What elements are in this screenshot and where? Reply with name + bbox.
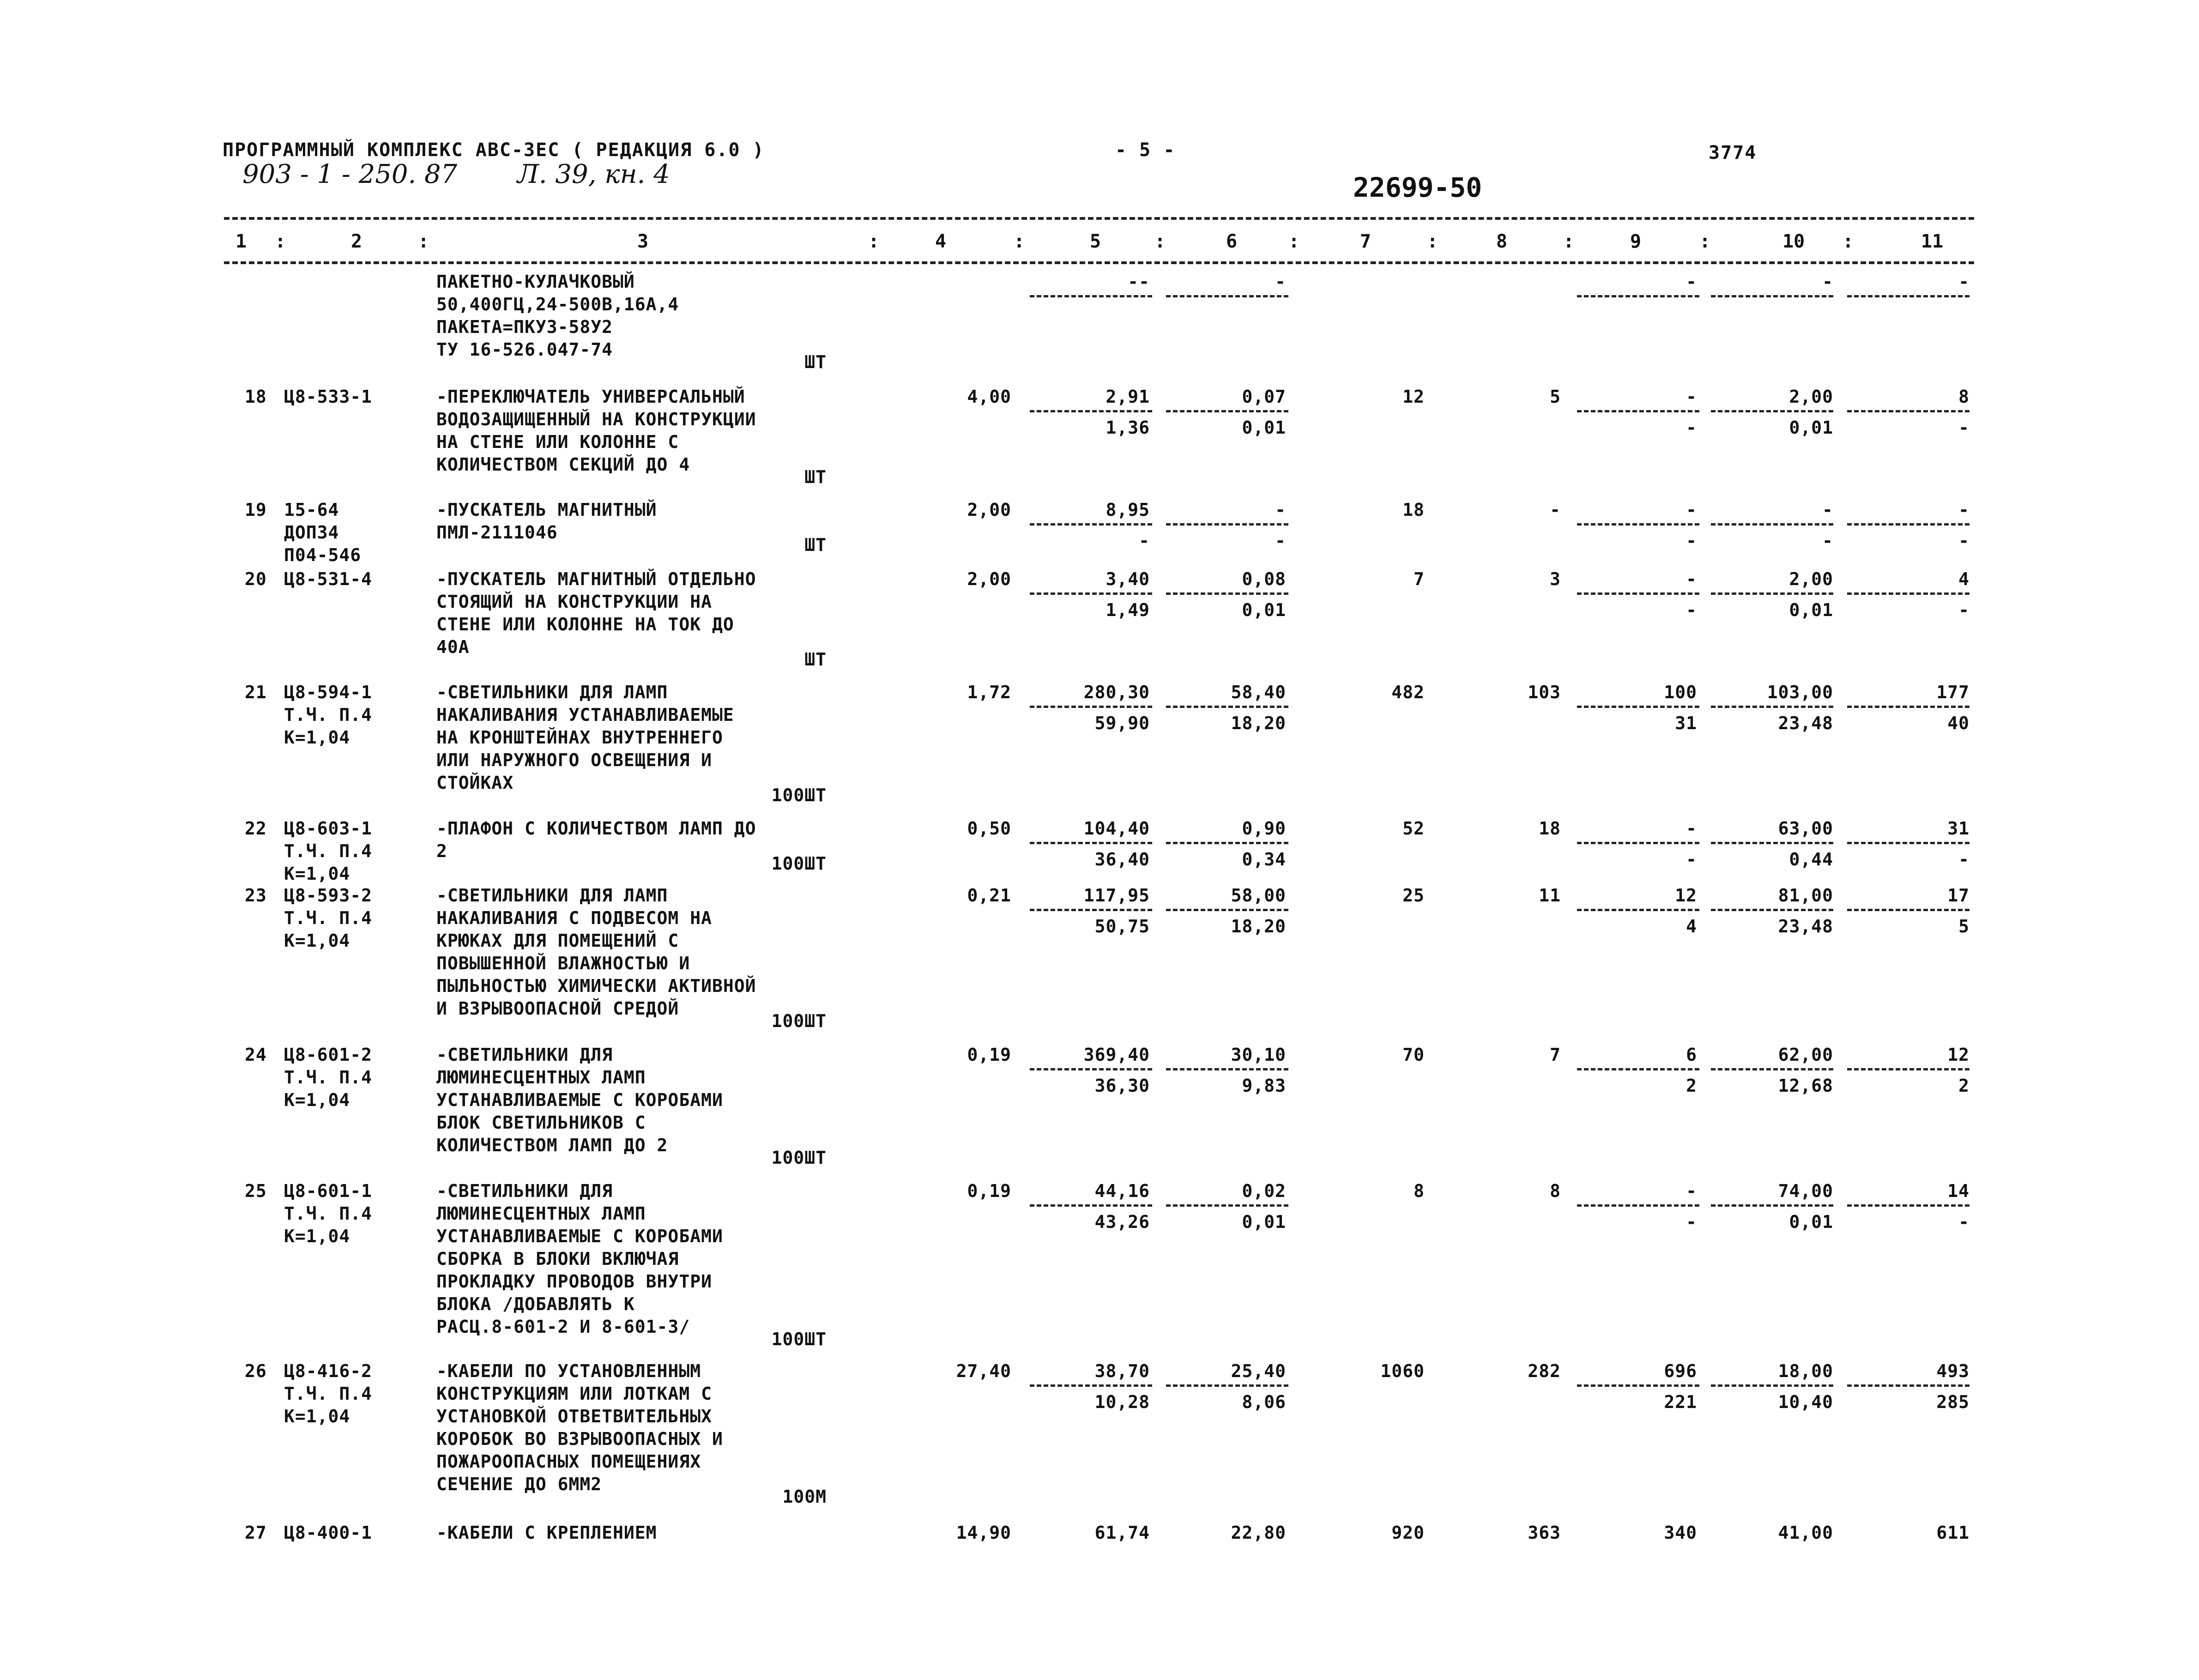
labor-total: 12 xyxy=(1947,1045,1969,1065)
fraction-rule xyxy=(1577,1384,1699,1387)
labor-total-machinists: 2 xyxy=(1958,1076,1969,1096)
labor-per-unit-machinists: 0,01 xyxy=(1789,600,1833,620)
labor-total-machinists: - xyxy=(1958,531,1969,551)
work-description: -СВЕТИЛЬНИКИ ДЛЯ ЛАМП xyxy=(436,682,668,702)
fraction-rule xyxy=(1030,706,1152,708)
machine-total: 12 xyxy=(1675,885,1697,906)
fraction-rule xyxy=(1166,523,1288,526)
wages-total: 103 xyxy=(1528,682,1561,702)
machine-wages: 0,34 xyxy=(1242,849,1286,870)
fraction-rule xyxy=(1847,295,1969,297)
norm-code: К=1,04 xyxy=(284,1406,350,1426)
labor-total: 14 xyxy=(1947,1181,1969,1201)
labor-per-unit-machinists: 0,44 xyxy=(1789,849,1833,870)
fraction-rule xyxy=(1711,295,1833,297)
software-header: ПРОГРАММНЫЙ КОМПЛЕКС АВС-ЗЕС ( РЕДАКЦИЯ 6.0 ) xyxy=(223,139,765,161)
fraction-rule xyxy=(1030,523,1152,526)
fraction-rule xyxy=(1577,523,1699,526)
machine-wages: 9,83 xyxy=(1242,1076,1286,1096)
unit-cost-wages: 1,36 xyxy=(1106,417,1150,438)
machine-cost: 58,40 xyxy=(1231,682,1286,702)
norm-code: 15-64 xyxy=(284,500,339,520)
wages-total: 7 xyxy=(1550,1045,1561,1065)
total-cost: 482 xyxy=(1391,682,1425,702)
project-code-handwritten: 903 - 1 - 250. 87 xyxy=(242,159,458,189)
machine-cost: 0,90 xyxy=(1242,818,1286,839)
work-description: ПМЛ-2111046 xyxy=(436,522,558,543)
fraction-rule xyxy=(1847,909,1969,911)
quantity: 0,19 xyxy=(967,1045,1011,1065)
labor-total: 493 xyxy=(1936,1361,1969,1381)
labor-per-unit-machinists: 23,48 xyxy=(1778,916,1833,937)
wages-total: 363 xyxy=(1528,1523,1561,1543)
work-description: -СВЕТИЛЬНИКИ ДЛЯ xyxy=(436,1045,613,1065)
unit-cost-wages: 36,30 xyxy=(1094,1076,1150,1096)
machine-wages: 18,20 xyxy=(1231,916,1286,937)
work-description: СТОЙКАХ xyxy=(436,773,514,793)
unit-cost-total: 104,40 xyxy=(1083,818,1150,839)
norm-code: Ц8-400-1 xyxy=(284,1523,373,1543)
quantity: 2,00 xyxy=(967,500,1011,520)
unit-of-measure: 100ШТ xyxy=(771,1011,827,1031)
labor-total: 4 xyxy=(1958,569,1969,589)
unit-cost-total: 280,30 xyxy=(1083,682,1150,702)
unit-cost-wages: 36,40 xyxy=(1094,849,1150,870)
norm-code: ДОП34 xyxy=(284,522,339,543)
labor-per-unit-machinists: 10,40 xyxy=(1778,1392,1833,1412)
unit-cost-wages: 50,75 xyxy=(1094,916,1150,937)
column-number-1: 1 xyxy=(236,231,247,252)
quantity: 14,90 xyxy=(956,1523,1011,1543)
fraction-rule xyxy=(1577,842,1699,844)
column-separator: : xyxy=(1427,231,1438,252)
column-number-6: 6 xyxy=(1226,231,1238,252)
labor-per-unit: 41,00 xyxy=(1778,1523,1833,1543)
unit-cost-wages: - xyxy=(1139,531,1150,551)
work-description: 50,400ГЦ,24-500В,16А,4 xyxy=(436,294,679,314)
unit-of-measure: ШТ xyxy=(804,352,827,372)
labor-per-unit: 63,00 xyxy=(1778,818,1833,839)
total-cost: 52 xyxy=(1402,818,1425,839)
unit-cost-total: 8,95 xyxy=(1106,500,1150,520)
work-description: ПОВЫШЕННОЙ ВЛАЖНОСТЬЮ И xyxy=(436,953,690,973)
unit-of-measure: 100М xyxy=(782,1487,827,1507)
machine-cost: 0,07 xyxy=(1242,387,1286,407)
column-separator: : xyxy=(275,231,286,252)
total-cost: 1060 xyxy=(1380,1361,1425,1381)
norm-code: Ц8-416-2 xyxy=(284,1361,373,1381)
unit-cost-total: 117,95 xyxy=(1083,885,1150,906)
work-description: -ПЛАФОН С КОЛИЧЕСТВОМ ЛАМП ДО xyxy=(436,818,756,839)
total-cost: 18 xyxy=(1402,500,1425,520)
labor-total: - xyxy=(1958,272,1969,292)
total-cost: 7 xyxy=(1414,569,1425,589)
work-description: БЛОКА /ДОБАВЛЯТЬ К xyxy=(436,1294,635,1314)
labor-per-unit: 18,00 xyxy=(1778,1361,1833,1381)
labor-per-unit-machinists: 23,48 xyxy=(1778,713,1833,733)
column-separator: : xyxy=(1154,231,1166,252)
norm-code: Ц8-533-1 xyxy=(284,387,373,407)
fraction-rule xyxy=(1166,592,1288,595)
row-number: 25 xyxy=(245,1181,267,1201)
fraction-rule xyxy=(1847,592,1969,595)
column-separator: : xyxy=(1288,231,1300,252)
column-number-8: 8 xyxy=(1496,231,1508,252)
wages-total: - xyxy=(1550,500,1561,520)
fraction-rule xyxy=(1030,842,1152,844)
labor-per-unit-machinists: - xyxy=(1822,531,1833,551)
wages-total: 282 xyxy=(1528,1361,1561,1381)
fraction-rule xyxy=(1030,909,1152,911)
machine-wages-total: - xyxy=(1686,849,1697,870)
unit-cost-wages: 1,49 xyxy=(1106,600,1150,620)
machine-total: 100 xyxy=(1664,682,1697,702)
unit-cost-wages: 59,90 xyxy=(1094,713,1150,733)
fraction-rule xyxy=(1166,842,1288,844)
machine-total: - xyxy=(1686,272,1697,292)
fraction-rule xyxy=(1030,295,1152,297)
column-number-3: 3 xyxy=(637,231,649,252)
labor-total: 31 xyxy=(1947,818,1969,839)
fraction-rule xyxy=(1030,592,1152,595)
row-number: 22 xyxy=(245,818,267,839)
machine-total: - xyxy=(1686,500,1697,520)
column-number-11: 11 xyxy=(1921,231,1944,252)
machine-wages: 18,20 xyxy=(1231,713,1286,733)
machine-wages-total: - xyxy=(1686,1212,1697,1232)
fraction-rule xyxy=(1847,1068,1969,1070)
work-description: -КАБЕЛИ ПО УСТАНОВЛЕННЫМ xyxy=(436,1361,701,1381)
work-description: ПРОКЛАДКУ ПРОВОДОВ ВНУТРИ xyxy=(436,1271,712,1292)
norm-code: К=1,04 xyxy=(284,931,350,951)
unit-of-measure: ШТ xyxy=(804,535,827,555)
work-description: РАСЦ.8-601-2 И 8-601-3/ xyxy=(436,1317,690,1337)
fraction-rule xyxy=(1711,1384,1833,1387)
column-separator: : xyxy=(418,231,429,252)
fraction-rule xyxy=(1166,295,1288,297)
page-marker: - 5 - xyxy=(1115,139,1176,161)
labor-per-unit: 2,00 xyxy=(1789,387,1833,407)
labor-total-machinists: - xyxy=(1958,1212,1969,1232)
fraction-rule xyxy=(1577,295,1699,297)
norm-code: Т.Ч. П.4 xyxy=(284,705,373,725)
quantity: 0,19 xyxy=(967,1181,1011,1201)
wages-total: 8 xyxy=(1550,1181,1561,1201)
work-description: ПОЖАРООПАСНЫХ ПОМЕЩЕНИЯХ xyxy=(436,1451,701,1472)
work-description: 2 xyxy=(436,841,447,861)
norm-code: П04-546 xyxy=(284,545,362,565)
norm-code: Ц8-593-2 xyxy=(284,885,373,906)
labor-total: - xyxy=(1958,500,1969,520)
fraction-rule xyxy=(1577,1068,1699,1070)
labor-total: 17 xyxy=(1947,885,1969,906)
fraction-rule xyxy=(1166,706,1288,708)
fraction-rule xyxy=(1577,706,1699,708)
norm-code: Ц8-531-4 xyxy=(284,569,373,589)
labor-per-unit: 103,00 xyxy=(1767,682,1833,702)
machine-wages: 8,06 xyxy=(1242,1392,1286,1412)
fraction-rule xyxy=(1847,1204,1969,1207)
work-description: ИЛИ НАРУЖНОГО ОСВЕЩЕНИЯ И xyxy=(436,750,712,770)
labor-total: 177 xyxy=(1936,682,1969,702)
row-number: 18 xyxy=(245,387,267,407)
norm-code: Ц8-601-2 xyxy=(284,1045,373,1065)
quantity: 2,00 xyxy=(967,569,1011,589)
unit-cost-total: 61,74 xyxy=(1094,1523,1150,1543)
fraction-rule xyxy=(1847,523,1969,526)
norm-code: Т.Ч. П.4 xyxy=(284,1067,373,1088)
labor-per-unit: 2,00 xyxy=(1789,569,1833,589)
machine-total: 6 xyxy=(1686,1045,1697,1065)
fraction-rule xyxy=(1577,909,1699,911)
fraction-rule xyxy=(1847,842,1969,844)
unit-of-measure: 100ШТ xyxy=(771,785,827,805)
norm-code: Ц8-603-1 xyxy=(284,818,373,839)
work-description: СБОРКА В БЛОКИ ВКЛЮЧАЯ xyxy=(436,1249,679,1269)
machine-wages-total: 221 xyxy=(1664,1392,1697,1412)
row-number: 19 xyxy=(245,500,267,520)
labor-per-unit-machinists: 12,68 xyxy=(1778,1076,1833,1096)
column-number-5: 5 xyxy=(1090,231,1101,252)
machine-total: 340 xyxy=(1664,1523,1697,1543)
fraction-rule xyxy=(1166,909,1288,911)
labor-per-unit: 81,00 xyxy=(1778,885,1833,906)
norm-code: К=1,04 xyxy=(284,727,350,748)
work-description: СЕЧЕНИЕ ДО 6ММ2 xyxy=(436,1474,602,1494)
work-description: И ВЗРЫВООПАСНОЙ СРЕДОЙ xyxy=(436,998,679,1019)
fraction-rule xyxy=(1847,706,1969,708)
work-description: -ПУСКАТЕЛЬ МАГНИТНЫЙ ОТДЕЛЬНО xyxy=(436,569,756,589)
norm-code: Ц8-601-1 xyxy=(284,1181,373,1201)
work-description: -СВЕТИЛЬНИКИ ДЛЯ ЛАМП xyxy=(436,885,668,906)
norm-code: Т.Ч. П.4 xyxy=(284,1384,373,1404)
row-number: 24 xyxy=(245,1045,267,1065)
machine-wages-total: 31 xyxy=(1675,713,1697,733)
column-number-10: 10 xyxy=(1782,231,1805,252)
fraction-rule xyxy=(1030,1068,1152,1070)
machine-wages-total: - xyxy=(1686,600,1697,620)
fraction-rule xyxy=(1711,592,1833,595)
work-description: -СВЕТИЛЬНИКИ ДЛЯ xyxy=(436,1181,613,1201)
machine-cost: 22,80 xyxy=(1231,1523,1286,1543)
fraction-rule xyxy=(1711,1068,1833,1070)
machine-cost: 25,40 xyxy=(1231,1361,1286,1381)
sheet-reference-handwritten: Л. 39, кн. 4 xyxy=(517,159,670,189)
labor-per-unit-machinists: 0,01 xyxy=(1789,1212,1833,1232)
work-description: КРЮКАХ ДЛЯ ПОМЕЩЕНИЙ С xyxy=(436,931,679,951)
fraction-rule xyxy=(1030,1384,1152,1387)
work-description: КОНСТРУКЦИЯМ ИЛИ ЛОТКАМ С xyxy=(436,1384,712,1404)
page-number: 3774 xyxy=(1709,142,1757,163)
fraction-rule xyxy=(1577,592,1699,595)
fraction-rule xyxy=(1166,1204,1288,1207)
work-description: УСТАНАВЛИВАЕМЫЕ С КОРОБАМИ xyxy=(436,1226,723,1246)
machine-wages: 0,01 xyxy=(1242,600,1286,620)
unit-cost-total: 44,16 xyxy=(1094,1181,1150,1201)
norm-code: Т.Ч. П.4 xyxy=(284,908,373,928)
norm-code: Т.Ч. П.4 xyxy=(284,1203,373,1224)
quantity: 27,40 xyxy=(956,1361,1011,1381)
fraction-rule xyxy=(1711,706,1833,708)
work-description: ПЫЛЬНОСТЬЮ ХИМИЧЕСКИ АКТИВНОЙ xyxy=(436,976,756,996)
machine-wages: 0,01 xyxy=(1242,417,1286,438)
work-description: ЛЮМИНЕСЦЕНТНЫХ ЛАМП xyxy=(436,1067,646,1088)
unit-cost-total: 2,91 xyxy=(1106,387,1150,407)
column-number-4: 4 xyxy=(935,231,947,252)
machine-wages: 0,01 xyxy=(1242,1212,1286,1232)
row-number: 27 xyxy=(245,1523,267,1543)
labor-total-machinists: - xyxy=(1958,600,1969,620)
unit-cost-total: 3,40 xyxy=(1106,569,1150,589)
row-number: 21 xyxy=(245,682,267,702)
machine-total: - xyxy=(1686,387,1697,407)
work-description: БЛОК СВЕТИЛЬНИКОВ С xyxy=(436,1112,646,1133)
work-description: ТУ 16-526.047-74 xyxy=(436,339,613,360)
work-description: НАКАЛИВАНИЯ С ПОДВЕСОМ НА xyxy=(436,908,712,928)
fraction-rule xyxy=(1711,842,1833,844)
labor-total-machinists: 40 xyxy=(1947,713,1969,733)
total-cost: 25 xyxy=(1402,885,1425,906)
labor-total-machinists: - xyxy=(1958,417,1969,438)
row-number: 26 xyxy=(245,1361,267,1381)
work-description: УСТАНОВКОЙ ОТВЕТВИТЕЛЬНЫХ xyxy=(436,1406,712,1426)
machine-cost: 58,00 xyxy=(1231,885,1286,906)
machine-wages-total: 4 xyxy=(1686,916,1697,937)
unit-cost-total: 38,70 xyxy=(1094,1361,1150,1381)
norm-code: Ц8-594-1 xyxy=(284,682,373,702)
work-description: -ПУСКАТЕЛЬ МАГНИТНЫЙ xyxy=(436,500,657,520)
labor-total: 611 xyxy=(1936,1523,1969,1543)
labor-per-unit: 62,00 xyxy=(1778,1045,1833,1065)
column-number-9: 9 xyxy=(1630,231,1642,252)
labor-total-machinists: 5 xyxy=(1958,916,1969,937)
machine-cost: 30,10 xyxy=(1231,1045,1286,1065)
fraction-rule xyxy=(1577,410,1699,412)
work-description: 40А xyxy=(436,637,470,657)
unit-cost-total: -- xyxy=(1128,272,1150,292)
fraction-rule xyxy=(1847,410,1969,412)
column-separator: : xyxy=(1843,231,1854,252)
norm-code: К=1,04 xyxy=(284,1090,350,1110)
machine-cost: 0,02 xyxy=(1242,1181,1286,1201)
document-number: 22699-50 xyxy=(1353,172,1482,203)
fraction-rule xyxy=(1711,523,1833,526)
labor-total-machinists: 285 xyxy=(1936,1392,1969,1412)
total-cost: 12 xyxy=(1402,387,1425,407)
machine-wages-total: 2 xyxy=(1686,1076,1697,1096)
work-description: СТЕНЕ ИЛИ КОЛОННЕ НА ТОК ДО xyxy=(436,614,734,635)
fraction-rule xyxy=(1166,410,1288,412)
total-cost: 8 xyxy=(1414,1181,1425,1201)
labor-per-unit: - xyxy=(1822,500,1833,520)
unit-cost-wages: 43,26 xyxy=(1094,1212,1150,1232)
wages-total: 3 xyxy=(1550,569,1561,589)
machine-wages-total: - xyxy=(1686,417,1697,438)
machine-total: - xyxy=(1686,569,1697,589)
labor-total-machinists: - xyxy=(1958,849,1969,870)
unit-cost-total: 369,40 xyxy=(1083,1045,1150,1065)
work-description: КОЛИЧЕСТВОМ ЛАМП ДО 2 xyxy=(436,1135,668,1155)
total-cost: 70 xyxy=(1402,1045,1425,1065)
work-description: НА СТЕНЕ ИЛИ КОЛОННЕ С xyxy=(436,432,679,452)
work-description: -КАБЕЛИ С КРЕПЛЕНИЕМ xyxy=(436,1523,657,1543)
fraction-rule xyxy=(1030,410,1152,412)
work-description: ЛЮМИНЕСЦЕНТНЫХ ЛАМП xyxy=(436,1203,646,1224)
fraction-rule xyxy=(1166,1068,1288,1070)
unit-cost-wages: 10,28 xyxy=(1094,1392,1150,1412)
machine-wages: - xyxy=(1275,531,1286,551)
work-description: НАКАЛИВАНИЯ УСТАНАВЛИВАЕМЫЕ xyxy=(436,705,734,725)
machine-cost: 0,08 xyxy=(1242,569,1286,589)
wages-total: 18 xyxy=(1539,818,1561,839)
fraction-rule xyxy=(1847,1384,1969,1387)
column-number-2: 2 xyxy=(351,231,362,252)
labor-total: 8 xyxy=(1958,387,1969,407)
quantity: 0,21 xyxy=(967,885,1011,906)
column-separator: : xyxy=(1014,231,1025,252)
machine-total: - xyxy=(1686,818,1697,839)
column-separator: : xyxy=(868,231,880,252)
quantity: 0,50 xyxy=(967,818,1011,839)
work-description: -ПЕРЕКЛЮЧАТЕЛЬ УНИВЕРСАЛЬНЫЙ xyxy=(436,387,745,407)
fraction-rule xyxy=(1711,1204,1833,1207)
work-description: ПАКЕТА=ПКУ3-58У2 xyxy=(436,317,613,337)
unit-of-measure: ШТ xyxy=(804,467,827,487)
machine-cost: - xyxy=(1275,500,1286,520)
unit-of-measure: 100ШТ xyxy=(771,1329,827,1349)
work-description: КОЛИЧЕСТВОМ СЕКЦИЙ ДО 4 xyxy=(436,454,690,475)
machine-total: - xyxy=(1686,1181,1697,1201)
labor-per-unit: - xyxy=(1822,272,1833,292)
work-description: УСТАНАВЛИВАЕМЫЕ С КОРОБАМИ xyxy=(436,1090,723,1110)
work-description: СТОЯЩИЙ НА КОНСТРУКЦИИ НА xyxy=(436,592,712,612)
fraction-rule xyxy=(1166,1384,1288,1387)
work-description: КОРОБОК ВО ВЗРЫВООПАСНЫХ И xyxy=(436,1429,723,1449)
row-number: 20 xyxy=(245,569,267,589)
labor-per-unit: 74,00 xyxy=(1778,1181,1833,1201)
fraction-rule xyxy=(1711,909,1833,911)
norm-code: К=1,04 xyxy=(284,864,350,884)
quantity: 1,72 xyxy=(967,682,1011,702)
work-description: НА КРОНШТЕЙНАХ ВНУТРЕННЕГО xyxy=(436,727,723,748)
quantity: 4,00 xyxy=(967,387,1011,407)
machine-cost: - xyxy=(1275,272,1286,292)
total-cost: 920 xyxy=(1391,1523,1425,1543)
fraction-rule xyxy=(1577,1204,1699,1207)
column-separator: : xyxy=(1563,231,1575,252)
fraction-rule xyxy=(1711,410,1833,412)
machine-wages-total: - xyxy=(1686,531,1697,551)
unit-of-measure: 100ШТ xyxy=(771,1148,827,1168)
work-description: ПАКЕТНО-КУЛАЧКОВЫЙ xyxy=(436,272,635,292)
norm-code: Т.Ч. П.4 xyxy=(284,841,373,861)
wages-total: 11 xyxy=(1539,885,1561,906)
work-description: ВОДОЗАЩИЩЕННЫЙ НА КОНСТРУКЦИИ xyxy=(436,409,756,429)
column-separator: : xyxy=(1699,231,1711,252)
norm-code: К=1,04 xyxy=(284,1226,350,1246)
column-number-7: 7 xyxy=(1360,231,1371,252)
unit-of-measure: ШТ xyxy=(804,649,827,670)
wages-total: 5 xyxy=(1550,387,1561,407)
row-number: 23 xyxy=(245,885,267,906)
labor-per-unit-machinists: 0,01 xyxy=(1789,417,1833,438)
unit-of-measure: 100ШТ xyxy=(771,853,827,874)
fraction-rule xyxy=(1030,1204,1152,1207)
machine-total: 696 xyxy=(1664,1361,1697,1381)
